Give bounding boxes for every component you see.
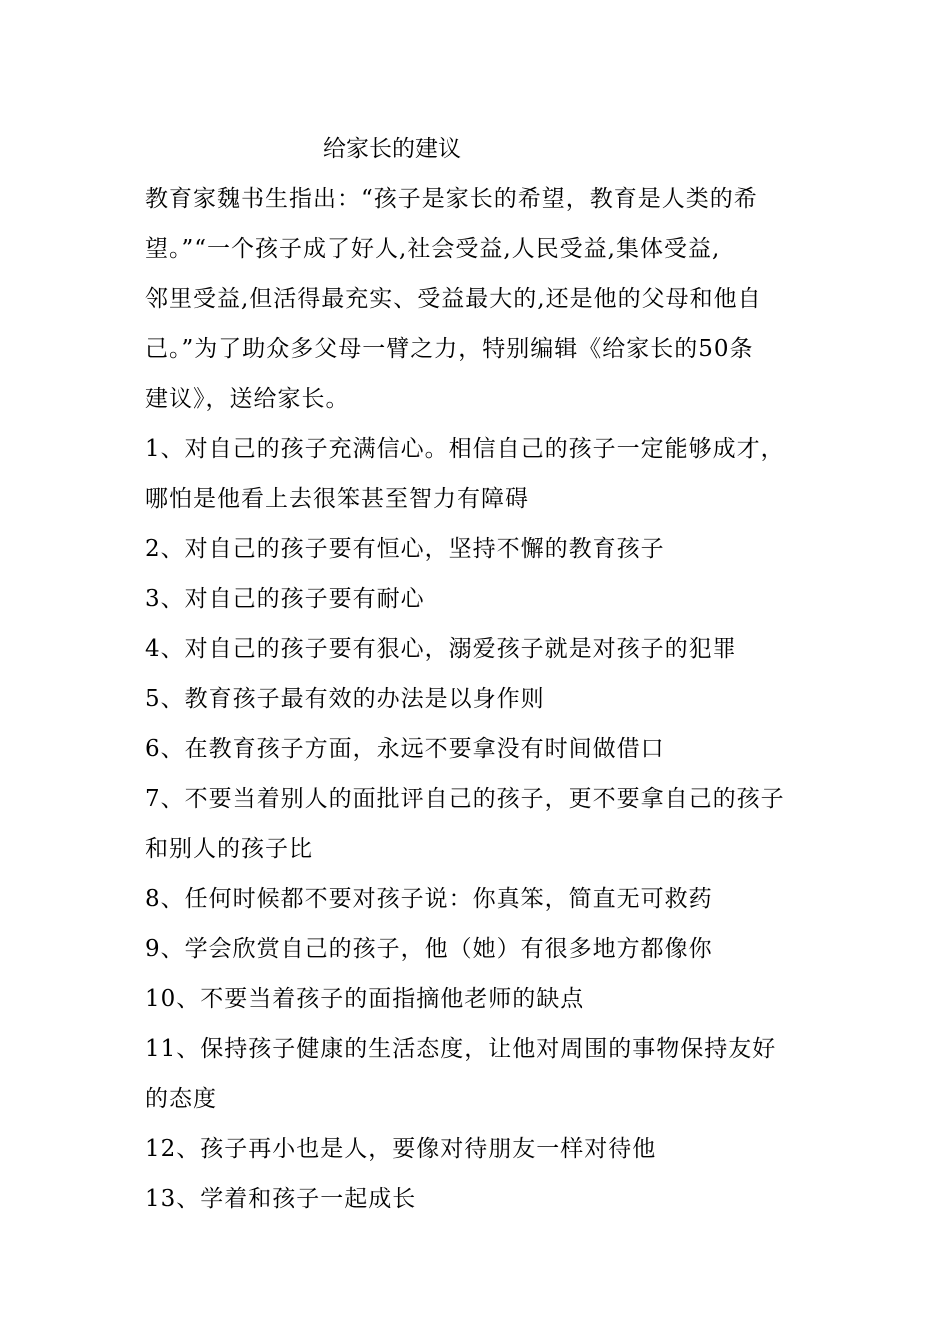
- paragraph-line: 邻里受益,但活得最充实、受益最大的,还是他的父母和他自: [145, 286, 762, 312]
- list-item: 11、保持孩子健康的生活态度，让他对周围的事物保持友好: [145, 1036, 777, 1062]
- document-title: 给家长的建议: [323, 136, 461, 162]
- list-item: 13、学着和孩子一起成长: [145, 1186, 417, 1212]
- list-item: 5、教育孩子最有效的办法是以身作则: [145, 686, 545, 712]
- list-item: 6、在教育孩子方面，永远不要拿没有时间做借口: [145, 736, 665, 762]
- paragraph-line: 己。”为了助众多父母一臂之力，特别编辑《给家长的50条: [145, 336, 754, 362]
- list-item: 4、对自己的孩子要有狠心，溺爱孩子就是对孩子的犯罪: [145, 636, 737, 662]
- list-item-continuation: 的态度: [145, 1086, 217, 1112]
- list-item: 12、孩子再小也是人，要像对待朋友一样对待他: [145, 1136, 657, 1162]
- list-item: 7、不要当着别人的面批评自己的孩子，更不要拿自己的孩子: [145, 786, 785, 812]
- list-item: 10、不要当着孩子的面指摘他老师的缺点: [145, 986, 585, 1012]
- list-item-continuation: 哪怕是他看上去很笨甚至智力有障碍: [145, 486, 529, 512]
- list-item: 9、学会欣赏自己的孩子，他（她）有很多地方都像你: [145, 936, 713, 962]
- list-item: 8、任何时候都不要对孩子说：你真笨，简直无可救药: [145, 886, 713, 912]
- list-item: 3、对自己的孩子要有耐心: [145, 586, 425, 612]
- list-item: 1、对自己的孩子充满信心。相信自己的孩子一定能够成才，: [145, 436, 785, 462]
- paragraph-line: 建议》，送给家长。: [145, 386, 350, 412]
- list-item: 2、对自己的孩子要有恒心，坚持不懈的教育孩子: [145, 536, 665, 562]
- paragraph-line: 教育家魏书生指出：“孩子是家长的希望，教育是人类的希: [145, 186, 758, 212]
- list-item-continuation: 和别人的孩子比: [145, 836, 313, 862]
- paragraph-line: 望。”“一个孩子成了好人,社会受益,人民受益,集体受益,: [145, 236, 721, 262]
